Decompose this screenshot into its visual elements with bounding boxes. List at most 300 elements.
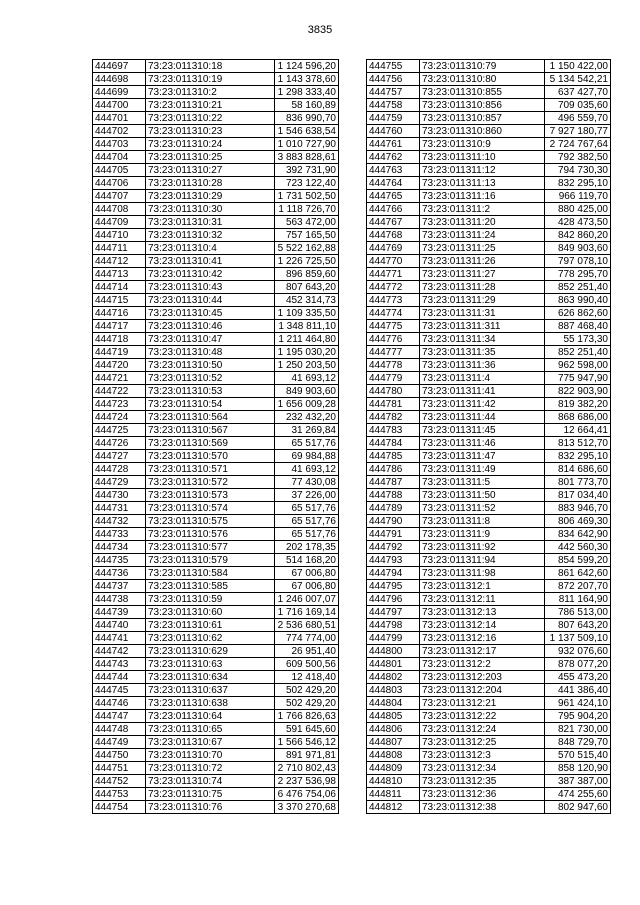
table-row: [367, 489, 611, 502]
value-cell: 1 124 596,20: [275, 60, 339, 73]
table-row: [367, 229, 611, 242]
cadastral-number-cell: 73:23:011310:28: [146, 177, 275, 190]
table-row: [93, 281, 339, 294]
cadastral-number-cell: 73:23:011310:585: [146, 580, 275, 593]
value-cell: 1 766 826,63: [275, 710, 339, 723]
value-cell: 849 903,60: [545, 242, 611, 255]
value-cell: 822 903,90: [545, 385, 611, 398]
cadastral-number-cell: 73:23:011311:8: [420, 515, 545, 528]
cadastral-number-cell: 73:23:011310:25: [146, 151, 275, 164]
table-row: [367, 723, 611, 736]
value-cell: 65 517,76: [275, 515, 339, 528]
table-row: [367, 190, 611, 203]
cadastral-number-cell: 73:23:011311:35: [420, 346, 545, 359]
value-cell: 813 512,70: [545, 437, 611, 450]
value-cell: 794 730,30: [545, 164, 611, 177]
cadastral-number-cell: 73:23:011310:54: [146, 398, 275, 411]
record-number-cell: 444721: [93, 372, 146, 385]
table-row: [367, 801, 611, 814]
record-number-cell: 444777: [367, 346, 420, 359]
record-number-cell: 444811: [367, 788, 420, 801]
table-row: [367, 164, 611, 177]
cadastral-number-cell: 73:23:011310:75: [146, 788, 275, 801]
record-number-cell: 444700: [93, 99, 146, 112]
value-cell: 775 947,90: [545, 372, 611, 385]
value-cell: 872 207,70: [545, 580, 611, 593]
record-number-cell: 444749: [93, 736, 146, 749]
cadastral-number-cell: 73:23:011310:30: [146, 203, 275, 216]
cadastral-number-cell: 73:23:011310:80: [420, 73, 545, 86]
value-cell: 774 774,00: [275, 632, 339, 645]
cadastral-number-cell: 73:23:011311:36: [420, 359, 545, 372]
cadastral-number-cell: 73:23:011312:16: [420, 632, 545, 645]
table-row: [93, 736, 339, 749]
cadastral-number-cell: 73:23:011310:19: [146, 73, 275, 86]
record-number-cell: 444708: [93, 203, 146, 216]
value-cell: 848 729,70: [545, 736, 611, 749]
value-cell: 786 513,00: [545, 606, 611, 619]
record-number-cell: 444730: [93, 489, 146, 502]
record-number-cell: 444775: [367, 320, 420, 333]
value-cell: 1 137 509,10: [545, 632, 611, 645]
table-row: [93, 593, 339, 606]
cadastral-number-cell: 73:23:011310:50: [146, 359, 275, 372]
table-row: [93, 502, 339, 515]
table-row: [367, 294, 611, 307]
record-number-cell: 444774: [367, 307, 420, 320]
record-number-cell: 444760: [367, 125, 420, 138]
cadastral-number-cell: 73:23:011310:575: [146, 515, 275, 528]
value-cell: 1 246 007,07: [275, 593, 339, 606]
value-cell: 802 947,60: [545, 801, 611, 814]
record-number-cell: 444778: [367, 359, 420, 372]
record-number-cell: 444748: [93, 723, 146, 736]
record-number-cell: 444781: [367, 398, 420, 411]
value-cell: 591 645,60: [275, 723, 339, 736]
value-cell: 5 134 542,21: [545, 73, 611, 86]
record-number-cell: 444753: [93, 788, 146, 801]
record-number-cell: 444758: [367, 99, 420, 112]
table-row: [93, 255, 339, 268]
cadastral-number-cell: 73:23:011311:311: [420, 320, 545, 333]
record-number-cell: 444773: [367, 294, 420, 307]
cadastral-number-cell: 73:23:011310:60: [146, 606, 275, 619]
record-number-cell: 444787: [367, 476, 420, 489]
value-cell: 883 946,70: [545, 502, 611, 515]
value-cell: 1 656 009,28: [275, 398, 339, 411]
table-row: [93, 606, 339, 619]
table-row: [93, 463, 339, 476]
cadastral-number-cell: 73:23:011310:52: [146, 372, 275, 385]
value-cell: 836 990,70: [275, 112, 339, 125]
table-row: [93, 619, 339, 632]
cadastral-number-cell: 73:23:011310:4: [146, 242, 275, 255]
value-cell: 7 927 180,77: [545, 125, 611, 138]
cadastral-number-cell: 73:23:011310:569: [146, 437, 275, 450]
value-cell: 1 348 811,10: [275, 320, 339, 333]
value-cell: 861 642,60: [545, 567, 611, 580]
record-number-cell: 444797: [367, 606, 420, 619]
value-cell: 514 168,20: [275, 554, 339, 567]
record-number-cell: 444712: [93, 255, 146, 268]
value-cell: 852 251,40: [545, 346, 611, 359]
record-number-cell: 444726: [93, 437, 146, 450]
record-number-cell: 444766: [367, 203, 420, 216]
cadastral-number-cell: 73:23:011310:9: [420, 138, 545, 151]
cadastral-number-cell: 73:23:011310:24: [146, 138, 275, 151]
table-row: [93, 801, 339, 814]
table-row: [93, 450, 339, 463]
table-row: [93, 697, 339, 710]
record-number-cell: 444734: [93, 541, 146, 554]
value-cell: 1 546 638,54: [275, 125, 339, 138]
record-number-cell: 444739: [93, 606, 146, 619]
table-row: [367, 528, 611, 541]
record-number-cell: 444771: [367, 268, 420, 281]
table-row: [93, 73, 339, 86]
cadastral-number-cell: 73:23:011312:36: [420, 788, 545, 801]
table-row: [367, 320, 611, 333]
table-row: [367, 593, 611, 606]
value-cell: 67 006,80: [275, 580, 339, 593]
value-cell: 807 643,20: [275, 281, 339, 294]
value-cell: 887 468,40: [545, 320, 611, 333]
record-number-cell: 444737: [93, 580, 146, 593]
value-cell: 757 165,50: [275, 229, 339, 242]
table-row: [367, 151, 611, 164]
cadastral-number-cell: 73:23:011312:35: [420, 775, 545, 788]
table-row: [93, 125, 339, 138]
value-cell: 795 904,20: [545, 710, 611, 723]
value-cell: 67 006,80: [275, 567, 339, 580]
cadastral-number-cell: 73:23:011310:64: [146, 710, 275, 723]
cadastral-number-cell: 73:23:011310:21: [146, 99, 275, 112]
record-number-cell: 444810: [367, 775, 420, 788]
table-row: [367, 242, 611, 255]
cadastral-number-cell: 73:23:011310:23: [146, 125, 275, 138]
record-number-cell: 444724: [93, 411, 146, 424]
cadastral-number-cell: 73:23:011312:17: [420, 645, 545, 658]
cadastral-number-cell: 73:23:011311:5: [420, 476, 545, 489]
value-cell: 962 598,00: [545, 359, 611, 372]
table-row: [367, 762, 611, 775]
record-number-cell: 444809: [367, 762, 420, 775]
value-cell: 6 476 754,06: [275, 788, 339, 801]
cadastral-number-cell: 73:23:011310:41: [146, 255, 275, 268]
record-number-cell: 444791: [367, 528, 420, 541]
record-number-cell: 444727: [93, 450, 146, 463]
record-number-cell: 444765: [367, 190, 420, 203]
cadastral-number-cell: 73:23:011310:574: [146, 502, 275, 515]
table-row: [93, 476, 339, 489]
cadastral-number-cell: 73:23:011312:3: [420, 749, 545, 762]
cadastral-number-cell: 73:23:011310:576: [146, 528, 275, 541]
record-number-cell: 444720: [93, 359, 146, 372]
cadastral-number-cell: 73:23:011311:2: [420, 203, 545, 216]
value-cell: 854 599,20: [545, 554, 611, 567]
record-number-cell: 444812: [367, 801, 420, 814]
cadastral-number-cell: 73:23:011311:44: [420, 411, 545, 424]
cadastral-number-cell: 73:23:011311:27: [420, 268, 545, 281]
table-row: [93, 411, 339, 424]
cadastral-number-cell: 73:23:011310:570: [146, 450, 275, 463]
cadastral-number-cell: 73:23:011310:74: [146, 775, 275, 788]
value-cell: 77 430,08: [275, 476, 339, 489]
cadastral-number-cell: 73:23:011311:16: [420, 190, 545, 203]
value-cell: 807 643,20: [545, 619, 611, 632]
record-number-cell: 444783: [367, 424, 420, 437]
cadastral-number-cell: 73:23:011310:43: [146, 281, 275, 294]
record-number-cell: 444744: [93, 671, 146, 684]
table-row: [367, 775, 611, 788]
table-row: [93, 151, 339, 164]
record-number-cell: 444794: [367, 567, 420, 580]
record-number-cell: 444788: [367, 489, 420, 502]
record-number-cell: 444776: [367, 333, 420, 346]
cadastral-number-cell: 73:23:011311:41: [420, 385, 545, 398]
table-row: [367, 515, 611, 528]
cadastral-number-cell: 73:23:011310:76: [146, 801, 275, 814]
record-number-cell: 444789: [367, 502, 420, 515]
record-number-cell: 444745: [93, 684, 146, 697]
record-number-cell: 444741: [93, 632, 146, 645]
table-row: [367, 385, 611, 398]
cadastral-number-cell: 73:23:011310:18: [146, 60, 275, 73]
table-row: [367, 424, 611, 437]
cadastral-number-cell: 73:23:011310:567: [146, 424, 275, 437]
cadastral-number-cell: 73:23:011310:61: [146, 619, 275, 632]
value-cell: 441 386,40: [545, 684, 611, 697]
table-row: [93, 528, 339, 541]
table-row: [93, 762, 339, 775]
value-cell: 811 164,90: [545, 593, 611, 606]
cadastral-number-cell: 73:23:011310:573: [146, 489, 275, 502]
cadastral-number-cell: 73:23:011310:70: [146, 749, 275, 762]
value-cell: 821 730,00: [545, 723, 611, 736]
value-cell: 817 034,40: [545, 489, 611, 502]
value-cell: 502 429,20: [275, 697, 339, 710]
table-row: [367, 437, 611, 450]
table-row: [93, 632, 339, 645]
cadastral-number-cell: 73:23:011311:31: [420, 307, 545, 320]
table-row: [367, 125, 611, 138]
table-row: [367, 580, 611, 593]
value-cell: 55 173,30: [545, 333, 611, 346]
record-number-cell: 444782: [367, 411, 420, 424]
record-number-cell: 444807: [367, 736, 420, 749]
table-row: [93, 788, 339, 801]
value-cell: 442 560,30: [545, 541, 611, 554]
value-cell: 41 693,12: [275, 463, 339, 476]
table-row: [367, 411, 611, 424]
cadastral-number-cell: 73:23:011311:46: [420, 437, 545, 450]
record-number-cell: 444801: [367, 658, 420, 671]
table-row: [367, 541, 611, 554]
table-row: [367, 216, 611, 229]
value-cell: 58 160,89: [275, 99, 339, 112]
record-number-cell: 444750: [93, 749, 146, 762]
table-row: [93, 515, 339, 528]
record-number-cell: 444723: [93, 398, 146, 411]
record-number-cell: 444784: [367, 437, 420, 450]
value-cell: 709 035,60: [545, 99, 611, 112]
cadastral-number-cell: 73:23:011312:34: [420, 762, 545, 775]
page-number: 3835: [307, 24, 333, 36]
table-row: [93, 216, 339, 229]
value-cell: 792 382,50: [545, 151, 611, 164]
record-number-cell: 444795: [367, 580, 420, 593]
record-number-cell: 444705: [93, 164, 146, 177]
record-number-cell: 444729: [93, 476, 146, 489]
cadastral-number-cell: 73:23:011311:98: [420, 567, 545, 580]
table-row: [93, 346, 339, 359]
record-number-cell: 444742: [93, 645, 146, 658]
value-cell: 1 226 725,50: [275, 255, 339, 268]
record-number-cell: 444702: [93, 125, 146, 138]
record-number-cell: 444768: [367, 229, 420, 242]
table-row: [367, 567, 611, 580]
value-cell: 1 010 727,90: [275, 138, 339, 151]
table-row: [93, 268, 339, 281]
table-row: [367, 333, 611, 346]
record-number-cell: 444722: [93, 385, 146, 398]
table-row: [93, 229, 339, 242]
table-row: [93, 190, 339, 203]
cadastral-number-cell: 73:23:011310:32: [146, 229, 275, 242]
table-row: [367, 307, 611, 320]
table-row: [367, 671, 611, 684]
value-cell: 428 473,50: [545, 216, 611, 229]
value-cell: 452 314,73: [275, 294, 339, 307]
cadastral-number-cell: 73:23:011310:44: [146, 294, 275, 307]
cadastral-number-cell: 73:23:011310:45: [146, 307, 275, 320]
table-row: [93, 489, 339, 502]
value-cell: 1 150 422,00: [545, 60, 611, 73]
value-cell: 806 469,30: [545, 515, 611, 528]
record-number-cell: 444747: [93, 710, 146, 723]
cadastral-number-cell: 73:23:011310:79: [420, 60, 545, 73]
record-number-cell: 444709: [93, 216, 146, 229]
record-number-cell: 444731: [93, 502, 146, 515]
value-cell: 65 517,76: [275, 528, 339, 541]
value-cell: 814 686,60: [545, 463, 611, 476]
record-number-cell: 444769: [367, 242, 420, 255]
value-cell: 69 984,88: [275, 450, 339, 463]
table-row: [93, 580, 339, 593]
record-number-cell: 444756: [367, 73, 420, 86]
table-row: [367, 710, 611, 723]
cadastral-number-cell: 73:23:011311:13: [420, 177, 545, 190]
value-cell: 2 724 767,64: [545, 138, 611, 151]
table-row: [367, 73, 611, 86]
cadastral-number-cell: 73:23:011310:634: [146, 671, 275, 684]
value-cell: 858 120,90: [545, 762, 611, 775]
table-row: [367, 606, 611, 619]
value-cell: 609 500,56: [275, 658, 339, 671]
cadastral-number-cell: 73:23:011311:25: [420, 242, 545, 255]
record-number-cell: 444743: [93, 658, 146, 671]
cadastral-number-cell: 73:23:011311:26: [420, 255, 545, 268]
record-number-cell: 444779: [367, 372, 420, 385]
table-row: [93, 645, 339, 658]
record-number-cell: 444772: [367, 281, 420, 294]
value-cell: 852 251,40: [545, 281, 611, 294]
value-cell: 778 295,70: [545, 268, 611, 281]
table-row: [93, 723, 339, 736]
cadastral-number-cell: 73:23:011310:42: [146, 268, 275, 281]
record-number-cell: 444751: [93, 762, 146, 775]
record-number-cell: 444710: [93, 229, 146, 242]
value-cell: 880 425,00: [545, 203, 611, 216]
table-row: [93, 424, 339, 437]
cadastral-number-cell: 73:23:011310:65: [146, 723, 275, 736]
value-cell: 1 731 502,50: [275, 190, 339, 203]
record-number-cell: 444732: [93, 515, 146, 528]
table-row: [367, 112, 611, 125]
value-cell: 834 642,90: [545, 528, 611, 541]
value-cell: 392 731,90: [275, 164, 339, 177]
record-number-cell: 444703: [93, 138, 146, 151]
table-row: [367, 255, 611, 268]
cadastral-number-cell: 73:23:011312:204: [420, 684, 545, 697]
table-row: [93, 99, 339, 112]
cadastral-number-cell: 73:23:011312:203: [420, 671, 545, 684]
table-row: [367, 346, 611, 359]
cadastral-number-cell: 73:23:011312:25: [420, 736, 545, 749]
cadastral-number-cell: 73:23:011310:59: [146, 593, 275, 606]
value-cell: 455 473,20: [545, 671, 611, 684]
record-number-cell: 444706: [93, 177, 146, 190]
table-row: [93, 658, 339, 671]
cadastral-number-cell: 73:23:011310:27: [146, 164, 275, 177]
table-row: [367, 502, 611, 515]
cadastral-number-cell: 73:23:011312:1: [420, 580, 545, 593]
table-row: [93, 554, 339, 567]
cadastral-number-cell: 73:23:011310:637: [146, 684, 275, 697]
value-cell: 896 859,60: [275, 268, 339, 281]
right-register-table: [366, 59, 611, 814]
cadastral-number-cell: 73:23:011310:564: [146, 411, 275, 424]
table-row: [93, 112, 339, 125]
value-cell: 832 295,10: [545, 177, 611, 190]
record-number-cell: 444713: [93, 268, 146, 281]
record-number-cell: 444800: [367, 645, 420, 658]
record-number-cell: 444719: [93, 346, 146, 359]
table-row: [367, 658, 611, 671]
table-row: [367, 645, 611, 658]
value-cell: 37 226,00: [275, 489, 339, 502]
cadastral-number-cell: 73:23:011311:92: [420, 541, 545, 554]
value-cell: 5 522 162,88: [275, 242, 339, 255]
table-row: [367, 632, 611, 645]
record-number-cell: 444725: [93, 424, 146, 437]
cadastral-number-cell: 73:23:011310:584: [146, 567, 275, 580]
table-row: [93, 671, 339, 684]
record-number-cell: 444759: [367, 112, 420, 125]
value-cell: 832 295,10: [545, 450, 611, 463]
table-row: [93, 164, 339, 177]
cadastral-number-cell: 73:23:011311:94: [420, 554, 545, 567]
cadastral-number-cell: 73:23:011310:638: [146, 697, 275, 710]
table-row: [367, 359, 611, 372]
record-number-cell: 444699: [93, 86, 146, 99]
value-cell: 1 109 335,50: [275, 307, 339, 320]
cadastral-number-cell: 73:23:011310:31: [146, 216, 275, 229]
cadastral-number-cell: 73:23:011312:14: [420, 619, 545, 632]
value-cell: 819 382,20: [545, 398, 611, 411]
table-row: [93, 775, 339, 788]
cadastral-number-cell: 73:23:011311:42: [420, 398, 545, 411]
